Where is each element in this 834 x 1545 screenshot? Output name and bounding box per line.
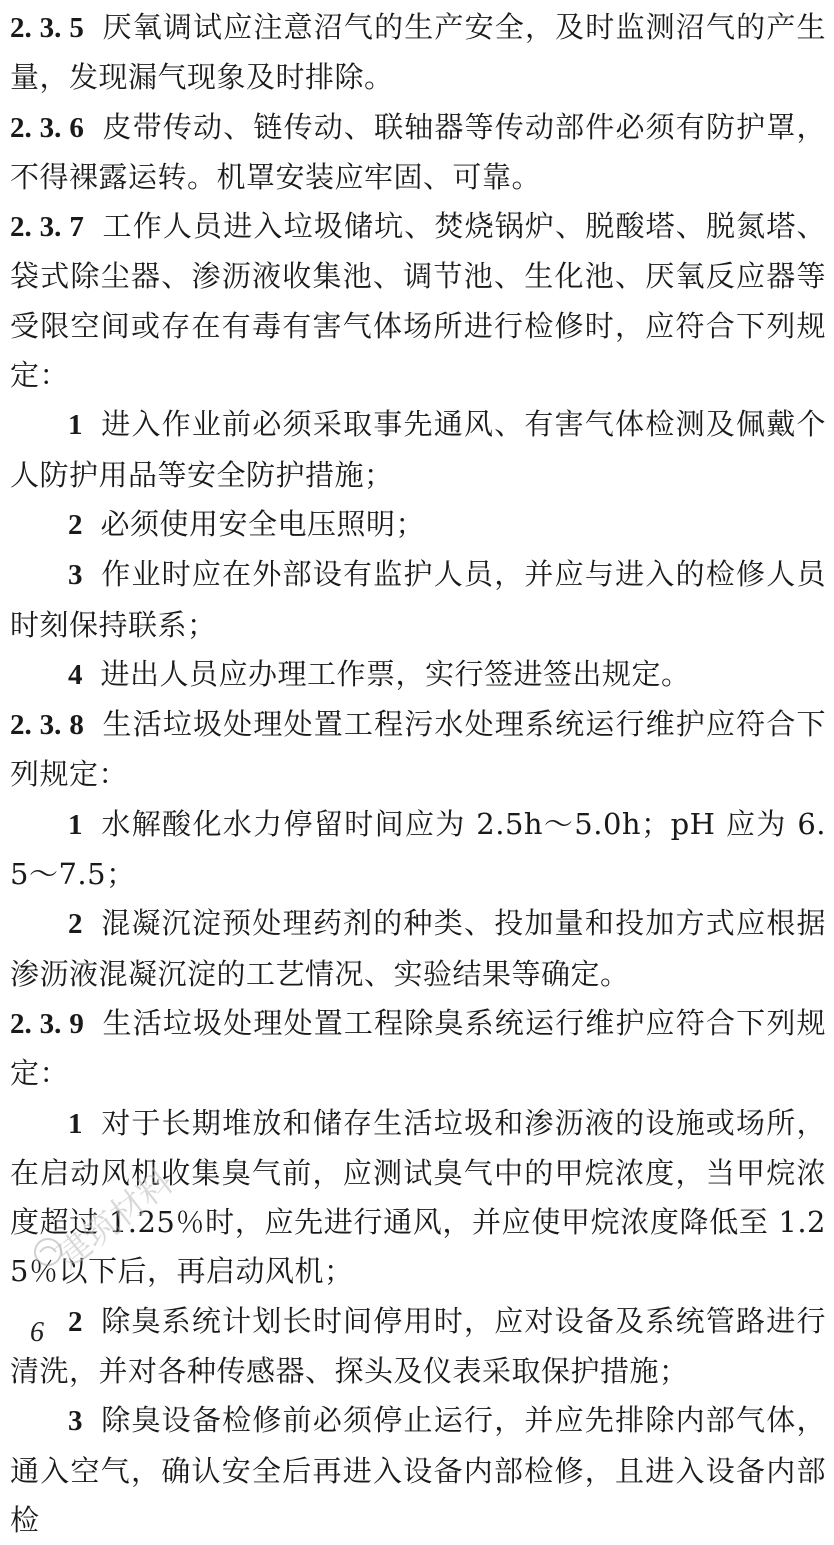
list-item [10,899,826,999]
list-item [10,800,826,900]
clause-text: 厌氧调试应注意沼气的生产安全，及时监测沼气的产生量，发现漏气现象及时排除。 [10,10,826,95]
item-text: 水解酸化水力停留时间应为 2.5h～5.0h；pH 应为 6.5～7.5； [10,806,826,892]
item-number: 4 [68,658,83,691]
item-number: 1 [68,409,83,442]
clause-number: 2. 3. 7 [10,211,84,244]
item-text: 对于长期堆放和储存生活垃圾和渗沥液的设施或场所，在启动风机收集臭气前，应测试臭气中的甲烷浓度，当甲烷浓度超过 1.25％时，应先进行通风，并应使甲烷浓度降低至 1.25％以下后，再启动风机； [10,1105,826,1289]
item-number: 2 [68,908,83,941]
clause-paragraph [10,700,826,800]
list-item [10,1396,826,1545]
list-item [10,1099,826,1297]
document-body [10,3,826,1545]
list-item [10,1297,826,1397]
clause-text: 生活垃圾处理处置工程除臭系统运行维护应符合下列规定： [10,1005,826,1091]
item-text: 作业时应在外部设有监护人员，并应与进入的检修人员时刻保持联系； [10,557,826,642]
item-number: 1 [68,808,83,841]
item-text: 进入作业前必须采取事先通风、有害气体检测及佩戴个人防护用品等安全防护措施； [10,407,826,492]
item-number: 1 [68,1107,83,1140]
watermark-text: 建筑材料 [48,1161,181,1278]
clause-paragraph [10,103,826,203]
list-item [10,400,826,500]
page-number: 6 [30,1317,44,1348]
item-number: 3 [68,1405,83,1438]
clause-paragraph [10,3,826,103]
item-number: 2 [68,508,83,541]
list-item [10,550,826,650]
clause-number: 2. 3. 9 [10,1007,84,1040]
item-text: 除臭系统计划长时间停用时，应对设备及系统管路进行清洗，并对各种传感器、探头及仪表采取保护措施； [10,1303,826,1389]
item-number: 3 [68,559,83,592]
item-text: 必须使用安全电压照明； [100,506,426,541]
clause-text: 工作人员进入垃圾储坑、焚烧锅炉、脱酸塔、脱氮塔、袋式除尘器、渗沥液收集池、调节池、生化池、厌氧反应器等受限空间或存在有毒有害气体场所进行检修时，应符合下列规定： [10,209,826,393]
clause-paragraph [10,999,826,1099]
item-text: 混凝沉淀预处理药剂的种类、投加量和投加方式应根据渗沥液混凝沉淀的工艺情况、实验结果等确定。 [10,906,826,991]
list-item [10,650,826,700]
clause-text: 皮带传动、链传动、联轴器等传动部件必须有防护罩，不得裸露运转。机罩安装应牢固、可靠。 [10,109,826,194]
clause-number: 2. 3. 6 [10,111,84,144]
clause-text: 生活垃圾处理处置工程污水处理系统运行维护应符合下列规定： [10,707,826,792]
list-item [10,500,826,550]
item-text: 进出人员应办理工作票，实行签进签出规定。 [100,656,691,691]
clause-number: 2. 3. 5 [10,12,84,44]
item-text: 除臭设备检修前必须停止运行，并应先排除内部气体，通入空气，确认安全后再进入设备内部检修，且进入设备内部检 [10,1403,826,1537]
clause-paragraph [10,202,826,400]
clause-number: 2. 3. 8 [10,709,84,742]
item-number: 2 [68,1305,83,1338]
